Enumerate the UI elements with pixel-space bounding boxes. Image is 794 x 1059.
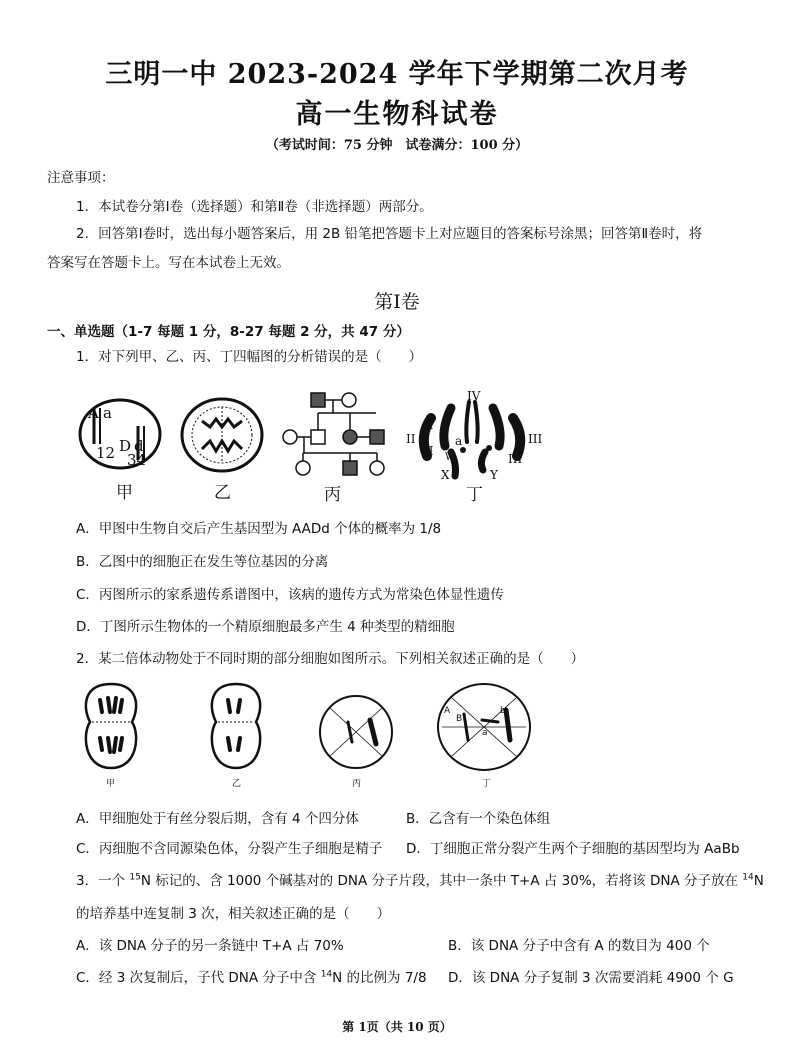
q1-jia-12: 12 — [96, 444, 116, 462]
q3-option-d: D．该 DNA 分子复制 3 次需要消耗 4900 个 G — [448, 970, 734, 986]
q2-option-d: D．丁细胞正常分裂产生两个子细胞的基因型均为 AaBb — [406, 841, 740, 857]
q1-ding-A: A — [424, 418, 433, 432]
q1-ding-II-lower: II — [424, 444, 434, 458]
notes-item-1: 1．本试卷分第Ⅰ卷（选择题）和第Ⅱ卷（非选择题）两部分。 — [76, 199, 433, 215]
q1-fig-label-yi: 乙 — [214, 483, 231, 503]
q2-fig-label-bing: 丙 — [352, 779, 362, 789]
q2-fig-label-ding: 丁 — [482, 779, 492, 789]
q1-option-c: C．丙图所示的家系遗传系谱图中，该病的遗传方式为常染色体显性遗传 — [76, 587, 504, 603]
q1-option-a: A．甲图中生物自交后产生基因型为 AADd 个体的概率为 1/8 — [76, 521, 442, 537]
q2-option-c: C．丙细胞不含同源染色体，分裂产生子细胞是精子 — [76, 841, 383, 857]
q1-ding-III-lower: III — [508, 452, 523, 466]
q1-jia-A: A — [88, 404, 99, 422]
q1-jia-a: a — [103, 404, 112, 422]
q1-fig-label-ding: 丁 — [466, 485, 483, 505]
notes-heading: 注意事项： — [47, 170, 115, 186]
q1-ding-a: a — [455, 434, 463, 448]
q2-ding-B: B — [456, 714, 463, 724]
q2-ding-A: A — [444, 706, 451, 716]
q1-fig-label-bing: 丙 — [324, 485, 341, 505]
q2-option-b: B．乙含有一个染色体组 — [406, 811, 551, 827]
q1-figure-ding-karyotype — [405, 390, 545, 486]
q2-fig-label-yi: 乙 — [232, 779, 242, 789]
q3-stem-line2: 的培养基中连复制 3 次，相关叙述正确的是（ ） — [76, 906, 391, 922]
part-heading: 一、单选题（1-7 每题 1 分，8-27 每题 2 分，共 47 分） — [47, 324, 410, 340]
q3-option-b: B．该 DNA 分子中含有 A 的数目为 400 个 — [448, 938, 710, 954]
q1-fig-label-jia: 甲 — [116, 483, 133, 503]
notes-item-2-line2: 答案写在答题卡上。写在本试卷上无效。 — [47, 255, 290, 271]
q1-figure-yi — [180, 397, 264, 473]
q2-figure-jia — [78, 682, 144, 770]
q2-figure-ding — [436, 682, 532, 772]
exam-title: 三明一中 2023-2024 学年下学期第二次月考 — [105, 59, 689, 90]
q1-option-d: D．丁图所示生物体的一个精原细胞最多产生 4 种类型的精细胞 — [76, 619, 455, 635]
section-title: 第Ⅰ卷 — [374, 291, 420, 313]
q3-stem-line1: 3．一个 $^{15}$N 标记的、含 1000 个碱基对的 DNA 分子片段，其中一条中 T+A 占 30%，若将该 DNA 分子放在 $^{14}$N — [76, 872, 764, 889]
page-footer: 第 1页（共 10 页） — [342, 1020, 452, 1034]
q2-ding-a: a — [482, 728, 488, 738]
q1-figure-bing-pedigree — [281, 391, 391, 479]
q1-ding-II-left: II — [406, 432, 416, 446]
q2-figure-bing — [318, 694, 394, 770]
q1-stem: 1．对下列甲、乙、丙、丁四幅图的分析错误的是（ ） — [76, 349, 423, 365]
q2-option-a: A．甲细胞处于有丝分裂后期，含有 4 个四分体 — [76, 811, 359, 827]
q3-option-c: C．经 3 次复制后，子代 DNA 分子中含 $^{14}$N 的比例为 7/8 — [76, 969, 427, 986]
q1-ding-IV: IV — [467, 389, 481, 403]
q1-ding-III-right: III — [528, 432, 543, 446]
q2-ding-b: b — [500, 706, 506, 716]
exam-subtitle: 高一生物科试卷 — [295, 99, 499, 130]
q1-jia-D: D — [119, 437, 132, 455]
q1-jia-34: 34 — [127, 451, 147, 469]
q2-fig-label-jia: 甲 — [106, 779, 116, 789]
q1-option-b: B．乙图中的细胞正在发生等位基因的分离 — [76, 554, 329, 570]
q1-jia-d: d — [134, 437, 144, 455]
q1-ding-X: X — [441, 468, 450, 482]
q2-stem: 2．某二倍体动物处于不同时期的部分细胞如图所示。下列相关叙述正确的是（ ） — [76, 651, 585, 667]
q2-figure-yi — [204, 682, 268, 770]
notes-item-2-line1: 2．回答第Ⅰ卷时，选出每小题答案后，用 2B 铅笔把答题卡上对应题目的答案标号涂黑；回答第Ⅱ卷时，将 — [76, 226, 703, 242]
exam-meta: （考试时间：75 分钟 试卷满分：100 分） — [265, 138, 529, 153]
q1-ding-W: W — [445, 452, 456, 463]
q1-ding-Y: Y — [490, 468, 498, 482]
q3-option-a: A．该 DNA 分子的另一条链中 T+A 占 70% — [76, 938, 344, 954]
